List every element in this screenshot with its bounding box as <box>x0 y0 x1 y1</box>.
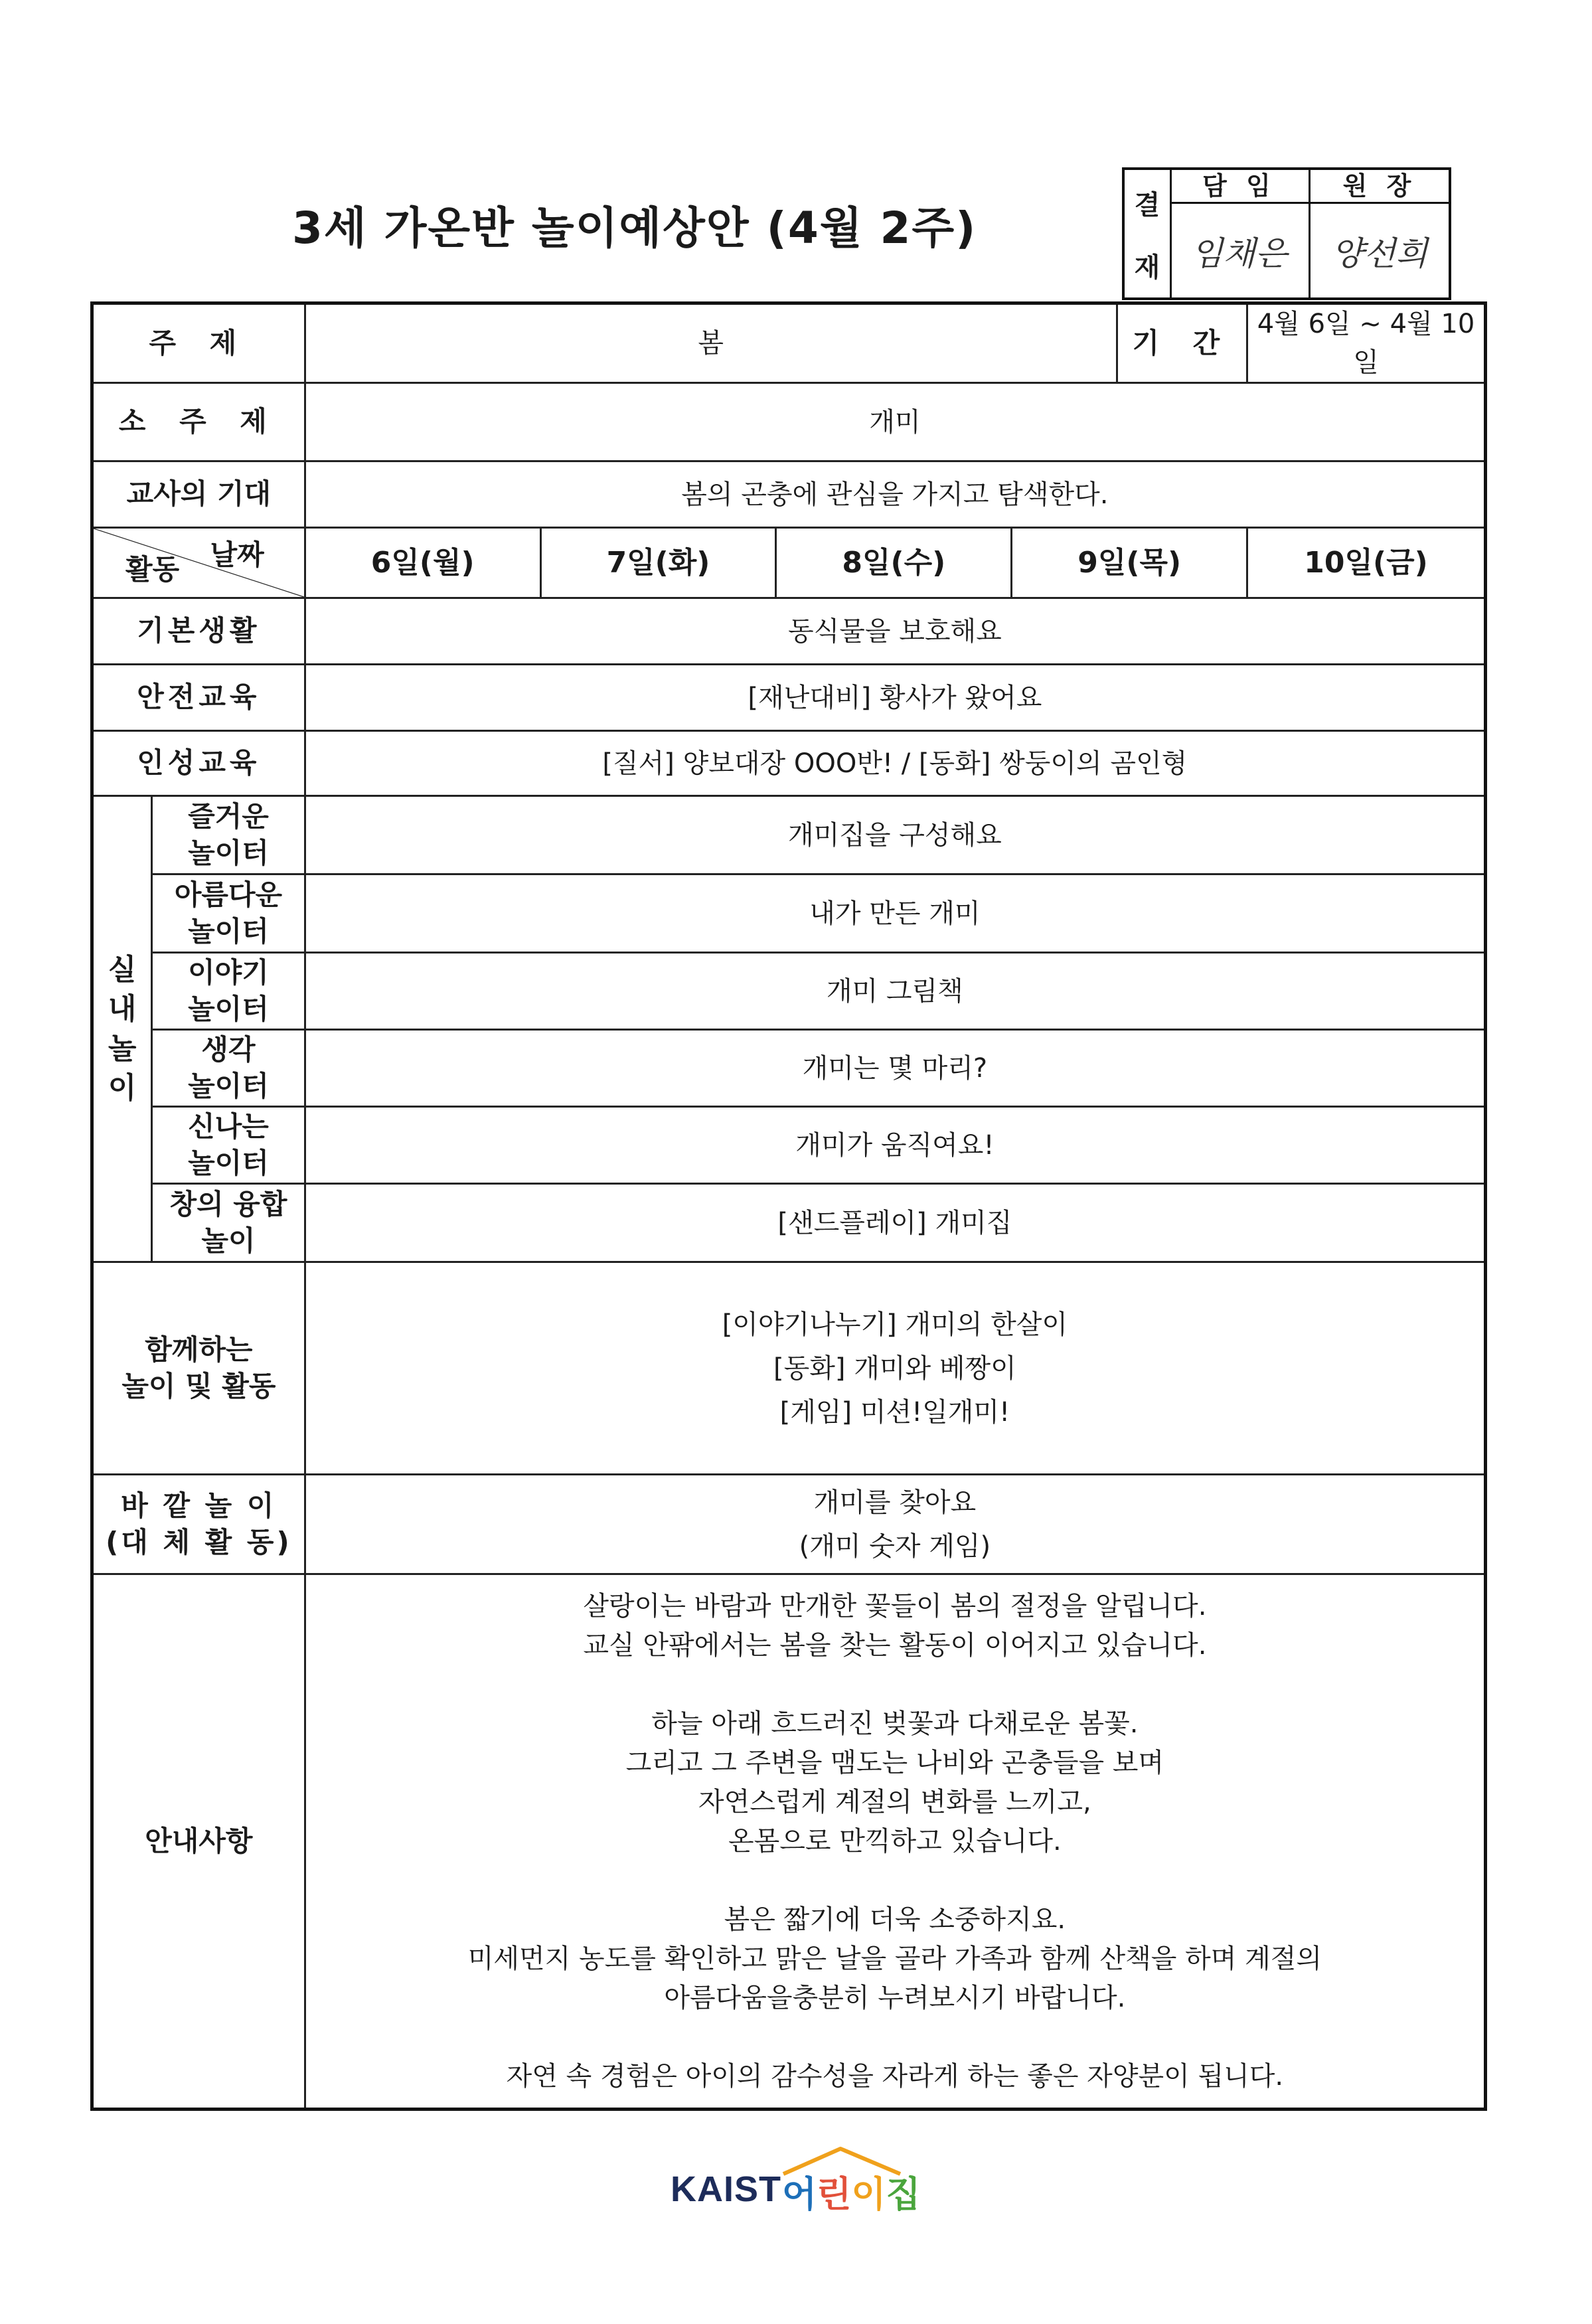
plan-table <box>90 301 1487 2111</box>
safety-row <box>92 665 1486 731</box>
subtopic-row <box>92 383 1486 461</box>
indoor-content: 내가 만든 개미 <box>305 874 1485 953</box>
indoor-row <box>92 874 1486 953</box>
indoor-content: 개미 그림책 <box>305 953 1485 1030</box>
indoor-sub-label: 아름다운 놀이터 <box>152 874 305 953</box>
indoor-row <box>92 1107 1486 1184</box>
topic-value: 봄 <box>305 303 1117 383</box>
day-thu: 9일(목) <box>1012 528 1247 598</box>
together-row <box>92 1262 1486 1475</box>
indoor-row <box>92 796 1486 874</box>
homeroom-signature: 임채은 <box>1191 234 1287 273</box>
homeroom-column <box>1170 170 1311 297</box>
approval-label-bottom: 재 <box>1134 252 1160 283</box>
outdoor-label: 바 깥 놀 이 (대 체 활 동) <box>92 1475 305 1574</box>
notice-label: 안내사항 <box>92 1574 305 2110</box>
character-row <box>92 731 1486 796</box>
approval-label-top: 결 <box>1134 190 1160 220</box>
expectation-row <box>92 461 1486 528</box>
topic-label: 주 제 <box>92 303 305 383</box>
logo-kaist-text: KAIST <box>671 2169 781 2209</box>
day-mon: 6일(월) <box>305 528 540 598</box>
indoor-label: 실 내 놀 이 <box>92 796 152 1262</box>
date-row <box>92 528 1486 598</box>
character-label: 인성교육 <box>92 731 305 796</box>
indoor-row <box>92 953 1486 1030</box>
page-title: 3세 가온반 놀이예상안 (4월 2주) <box>292 203 977 254</box>
indoor-row <box>92 1030 1486 1107</box>
indoor-sub-label: 즐거운 놀이터 <box>152 796 305 874</box>
approval-label <box>1125 170 1172 297</box>
indoor-row <box>92 1184 1486 1262</box>
indoor-content: 개미는 몇 마리? <box>305 1030 1485 1107</box>
director-column <box>1311 170 1449 297</box>
indoor-sub-label: 신나는 놀이터 <box>152 1107 305 1184</box>
outdoor-row <box>92 1475 1486 1574</box>
together-label: 함께하는 놀이 및 활동 <box>92 1262 305 1475</box>
day-tue: 7일(화) <box>540 528 776 598</box>
period-label: 기 간 <box>1117 303 1247 383</box>
logo-kids-text: 어린이집 <box>782 2173 921 2215</box>
director-label: 원 장 <box>1311 170 1449 204</box>
day-fri: 10일(금) <box>1247 528 1486 598</box>
indoor-content: 개미가 움직여요! <box>305 1107 1485 1184</box>
period-value: 4월 6일 ~ 4월 10일 <box>1247 303 1486 383</box>
indoor-sub-label: 창의 융합 놀이 <box>152 1184 305 1262</box>
basic-life-label: 기본생활 <box>92 598 305 665</box>
expectation-label: 교사의 기대 <box>92 461 305 528</box>
expectation-value: 봄의 곤충에 관심을 가지고 탐색한다. <box>305 461 1485 528</box>
subtopic-value: 개미 <box>305 383 1485 461</box>
day-wed: 8일(수) <box>776 528 1012 598</box>
character-value: [질서] 양보대장 OOO반! / [동화] 쌍둥이의 곰인형 <box>305 731 1485 796</box>
safety-value: [재난대비] 황사가 왔어요 <box>305 665 1485 731</box>
topic-row <box>92 303 1486 383</box>
together-content: [이야기나누기] 개미의 한살이 [동화] 개미와 베짱이 [게임] 미션!일개미! <box>305 1262 1485 1475</box>
subtopic-label: 소 주 제 <box>92 383 305 461</box>
date-activity-header <box>92 528 305 598</box>
indoor-content: [샌드플레이] 개미집 <box>305 1184 1485 1262</box>
activity-header: 활동 <box>125 553 180 586</box>
indoor-sub-label: 생각 놀이터 <box>152 1030 305 1107</box>
kaist-kindergarten-logo <box>671 2145 936 2218</box>
outdoor-content: 개미를 찾아요 (개미 숫자 게임) <box>305 1475 1485 1574</box>
notice-row <box>92 1574 1486 2110</box>
safety-label: 안전교육 <box>92 665 305 731</box>
notice-content: 살랑이는 바람과 만개한 꽃들이 봄의 절정을 알립니다. 교실 안팎에서는 봄을 찾는 활동이 이어지고 있습니다. 하늘 아래 흐드러진 벚꽃과 다채로운 봄꽃. 그리고 그 주변을 맴도는 나비와 곤충들을 보며 자연스럽게 계절의 변화를 느끼고, 온몸으로 만끽하고 있습니다. 봄은 짧기에 더욱 소중하지요. 미세먼지 농도를 확인하고 맑은 날을 골라 가족과 함께 산책을 하며 계절의 아름다움을충분히 누려보시기 바랍니다. 자연 속 경험은 아이의 감수성을 자라게 하는 좋은 자양분이 됩니다. <box>305 1574 1485 2110</box>
approval-box <box>1122 167 1451 300</box>
basic-life-value: 동식물을 보호해요 <box>305 598 1485 665</box>
director-signature: 양선희 <box>1331 234 1428 273</box>
indoor-content: 개미집을 구성해요 <box>305 796 1485 874</box>
date-header: 날짜 <box>210 539 264 571</box>
indoor-sub-label: 이야기 놀이터 <box>152 953 305 1030</box>
homeroom-label: 담 임 <box>1170 170 1309 204</box>
basic-life-row <box>92 598 1486 665</box>
